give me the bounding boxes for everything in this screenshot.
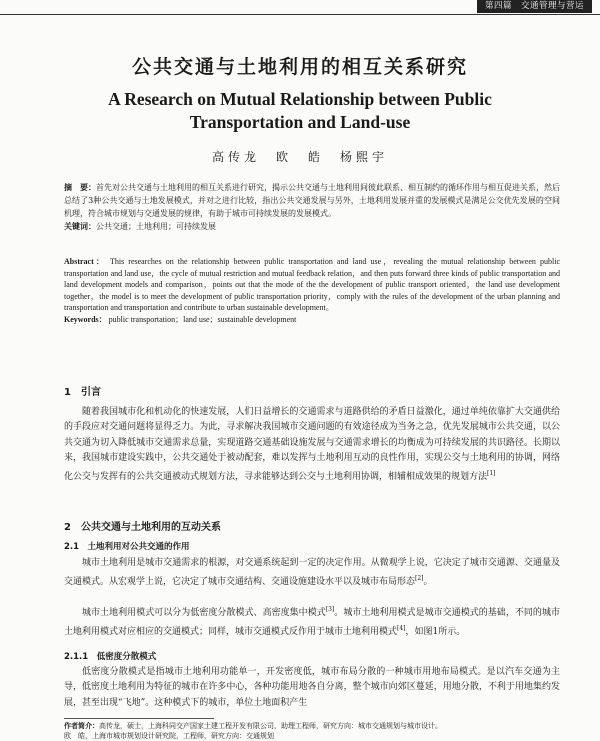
paper-title-en: A Research on Mutual Relationship between Public Transportation and Land-use bbox=[108, 89, 492, 132]
authors: 高传龙 欧 皓 杨熙宇 bbox=[211, 150, 388, 164]
section-2-1-text-2b: 。城市土地利用模式是城市交通模式的基础，不同的城市土地利用模式对应相应的交通模式；同样，城市交通模式反作用于城市土地利用模式 bbox=[64, 608, 560, 638]
citation: [4] bbox=[397, 625, 406, 633]
paper-title-cn: 公共交通与土地利用的相互关系研究 bbox=[131, 56, 468, 78]
citation: [1] bbox=[487, 470, 496, 478]
section-1-heading: 1 引言 bbox=[64, 387, 101, 398]
section-2-1-text-2: 城市土地利用模式可以分为低密度分散模式、高密度集中模式 bbox=[82, 608, 326, 618]
author-footnote bbox=[64, 721, 560, 741]
abstract-en-label: Abstract： bbox=[64, 257, 106, 266]
keywords-cn: 公共交通；土地利用；可持续发展 bbox=[96, 222, 216, 232]
section-2-1-paragraph-2 bbox=[64, 602, 560, 641]
section-2-heading: 2 公共交通与土地利用的互动关系 bbox=[64, 522, 221, 533]
footnote-text: 高传龙，硕士，上海科同交产国家土建工程开发有限公司，助理工程师，研究方向：城市交通规划与城市设计。 bbox=[99, 722, 442, 730]
journal-section-tag: 第四篇 交通管理与营运 bbox=[477, 0, 592, 13]
keywords-en: public transportation；land use；sustainable development bbox=[108, 314, 297, 324]
keywords-en-label: Keywords： bbox=[64, 314, 107, 324]
subsection-2-1-1-heading: 2.1.1 低密度分散模式 bbox=[64, 652, 157, 662]
section-2-1-paragraph-1: 城市土地利用是城市交通需求的根源，对交通系统起到一定的决定作用。从微观学上说，它决定了城市交通源、交通量及交通模式。从宏观学上说，它决定了城市交通结构、交通设施建设水平以及城市布局形态[2]。 bbox=[64, 558, 560, 588]
journal-header-strip bbox=[0, 0, 600, 15]
citation: [2] bbox=[415, 575, 424, 583]
abstract-cn-text: 首先对公共交通与土地利用的相互关系进行研究，揭示公共交通与土地利用间彼此联系、相互制约的循环作用与相互促进关系，然后总结了3种公共交通与土地发展模式，并对之进行比较，指出公共交通发展与另外，土地利用发展并重的发展模式是满足公交优先发展的空间机理，符合城市规划与交通发展的规律，有助于城市可持续发展的发展模式。 bbox=[64, 183, 560, 218]
abstract-cn bbox=[64, 181, 560, 234]
subsection-2-1-heading: 2.1 土地利用对公共交通的作用 bbox=[64, 542, 190, 552]
abstract-en bbox=[64, 256, 560, 326]
citation: [3] bbox=[325, 606, 335, 613]
footnote-label: 作者简介： bbox=[64, 721, 99, 730]
footnote-line-2: 欧 皓，上海市城市规划设计研究院，工程师，研究方向：交通规划 bbox=[64, 732, 274, 740]
abstract-cn-label: 摘 要： bbox=[64, 182, 96, 192]
section-1-text: 随着我国城市化和机动化的快速发展，人们日益增长的交通需求与道路供给的矛盾日益激化，通过单纯依靠扩大交通供给的手段应对交通问题将显得乏力。为此，寻求解决我国城市交通问题的有效途径成为当务之急，优先发展城市公共交通，以公共交通为切入降低城市交通需求总量，实现道路交通基础设施发展与交通需求增长的均衡成为可持续发展的共识路径。长期以来，我国城市建设实践中，公共交通处于被动配套，难以发挥与土地利用互动的良性作用，实现公交与土地利用的协调，网络化公交与发挥有的公共交通被动式规划方法，寻求能够达到公交与土地利用协调，相辅相成效果的规划方法 bbox=[64, 407, 560, 483]
section-1-paragraph bbox=[64, 405, 560, 485]
footnote-rule bbox=[64, 718, 214, 719]
abstract-en-text: This researches on the relationship between public transportation and land use，revealing the mutual relationship between public transportation and land use，the cycle of mutual restriction and mutual feedback relation，and then puts forward three kinds of public transportation and land development models and comparison，points out that the mode of the the development of public transport oriented，the land use development together，the model is to meet the development of public transportation priority，comply with the rules of the development of the urban planning and transportation and transportation and contribute to urban sustainable development。 bbox=[64, 257, 560, 313]
section-2-1-text-1: 城市土地利用是城市交通需求的根源，对交通系统起到一定的决定作用。从微观学上说，它决定了城市交通源、交通量及交通模式。从宏观学上说，它决定了城市交通结构、交通设施建设水平以及城市布局形态 bbox=[64, 558, 560, 588]
section-2-1-text-2c: ，如图1所示。 bbox=[405, 627, 466, 638]
section-2-1-1-paragraph: 低密度分散模式是指城市土地利用功能单一，开发密度低，城市布局分散的一种城市用地布局模式。是以汽车交通为主导，低密度土地利用为特征的城市在许多中心，各种功能用地各自分离，整个城市向郊区蔓延，用地分散，不利于用地集约发展，甚至出现“飞地”。这种模式下的城市，单位土地面积产生 bbox=[64, 667, 560, 708]
keywords-cn-label: 关键词： bbox=[64, 221, 96, 232]
